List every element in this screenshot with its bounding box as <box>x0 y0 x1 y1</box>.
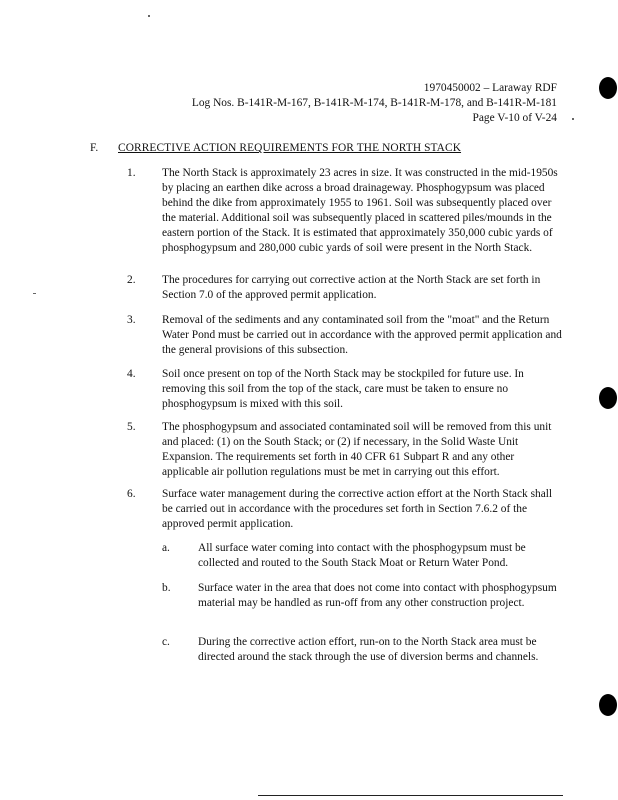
item-number: 1. <box>127 167 136 179</box>
item-number: 4. <box>127 368 136 380</box>
header-log-numbers: Log Nos. B-141R-M-167, B-141R-M-174, B-141R-M-178, and B-141R-M-181 <box>191 97 557 109</box>
section-title: CORRECTIVE ACTION REQUIREMENTS FOR THE NORTH STACK <box>118 142 462 154</box>
scan-speck <box>572 118 574 120</box>
item-paragraph: The phosphogypsum and associated contaminated soil will be removed from this unit and placed: (1) on the South Stack; or (2) if necessary, in the Solid Waste Unit Expansion. The requirements set forth in 40 CFR 61 Subpart R and any other applicable air pollution regulations must be met in carrying out this effort. <box>162 421 552 478</box>
item-number: 6. <box>127 488 136 500</box>
subitem-letter: a. <box>162 542 170 554</box>
item-number: 2. <box>127 274 136 286</box>
item-paragraph: Surface water management during the corrective action effort at the North Stack shall be carried out in accordance with the procedures set forth in Section 7.6.2 of the approved permit application. <box>162 488 553 530</box>
item-number: 5. <box>127 421 136 433</box>
header-page-number: Page V-10 of V-24 <box>472 112 557 124</box>
scan-speck <box>148 15 150 17</box>
item-paragraph: Removal of the sediments and any contaminated soil from the "moat" and the Return Water Pond must be carried out in accordance with the approved permit application and the general provisions of this subsection. <box>162 314 562 356</box>
section-letter: F. <box>90 142 99 154</box>
item-paragraph: Soil once present on top of the North Stack may be stockpiled for future use. In removing this soil from the top of the stack, care must be taken to ensure no phosphogypsum is mixed with this soil. <box>162 368 524 410</box>
item-number: 3. <box>127 314 136 326</box>
subitem-paragraph: Surface water in the area that does not come into contact with phosphogypsum material may be handled as run-off from any other construction project. <box>198 582 557 609</box>
punch-hole <box>599 694 617 716</box>
footer-rule <box>258 795 563 796</box>
scan-speck <box>33 293 36 294</box>
punch-hole <box>599 77 617 99</box>
subitem-paragraph: All surface water coming into contact with the phosphogypsum must be collected and routed to the South Stack Moat or Return Water Pond. <box>198 542 526 569</box>
subitem-letter: c. <box>162 636 170 648</box>
header-facility-id: 1970450002 – Laraway RDF <box>423 82 557 94</box>
subitem-paragraph: During the corrective action effort, run-on to the North Stack area must be directed around the stack through the use of diversion berms and channels. <box>198 636 539 663</box>
item-paragraph: The North Stack is approximately 23 acres in size. It was constructed in the mid-1950s by placing an earthen dike across a broad drainageway. Phosphogypsum was placed behind the dike from approximately 1955 to 1961. Soil was subsequently placed over the material. Additional soil was subsequently placed in scattered piles/mounds in the eastern portion of the Stack. It is estimated that approximately 350,000 cubic yards of phosphogypsum and 280,000 cubic yards of soil were present in the North Stack. <box>162 167 558 254</box>
punch-hole <box>599 387 617 409</box>
item-paragraph: The procedures for carrying out corrective action at the North Stack are set forth in Section 7.0 of the approved permit application. <box>162 274 541 301</box>
subitem-letter: b. <box>162 582 171 594</box>
